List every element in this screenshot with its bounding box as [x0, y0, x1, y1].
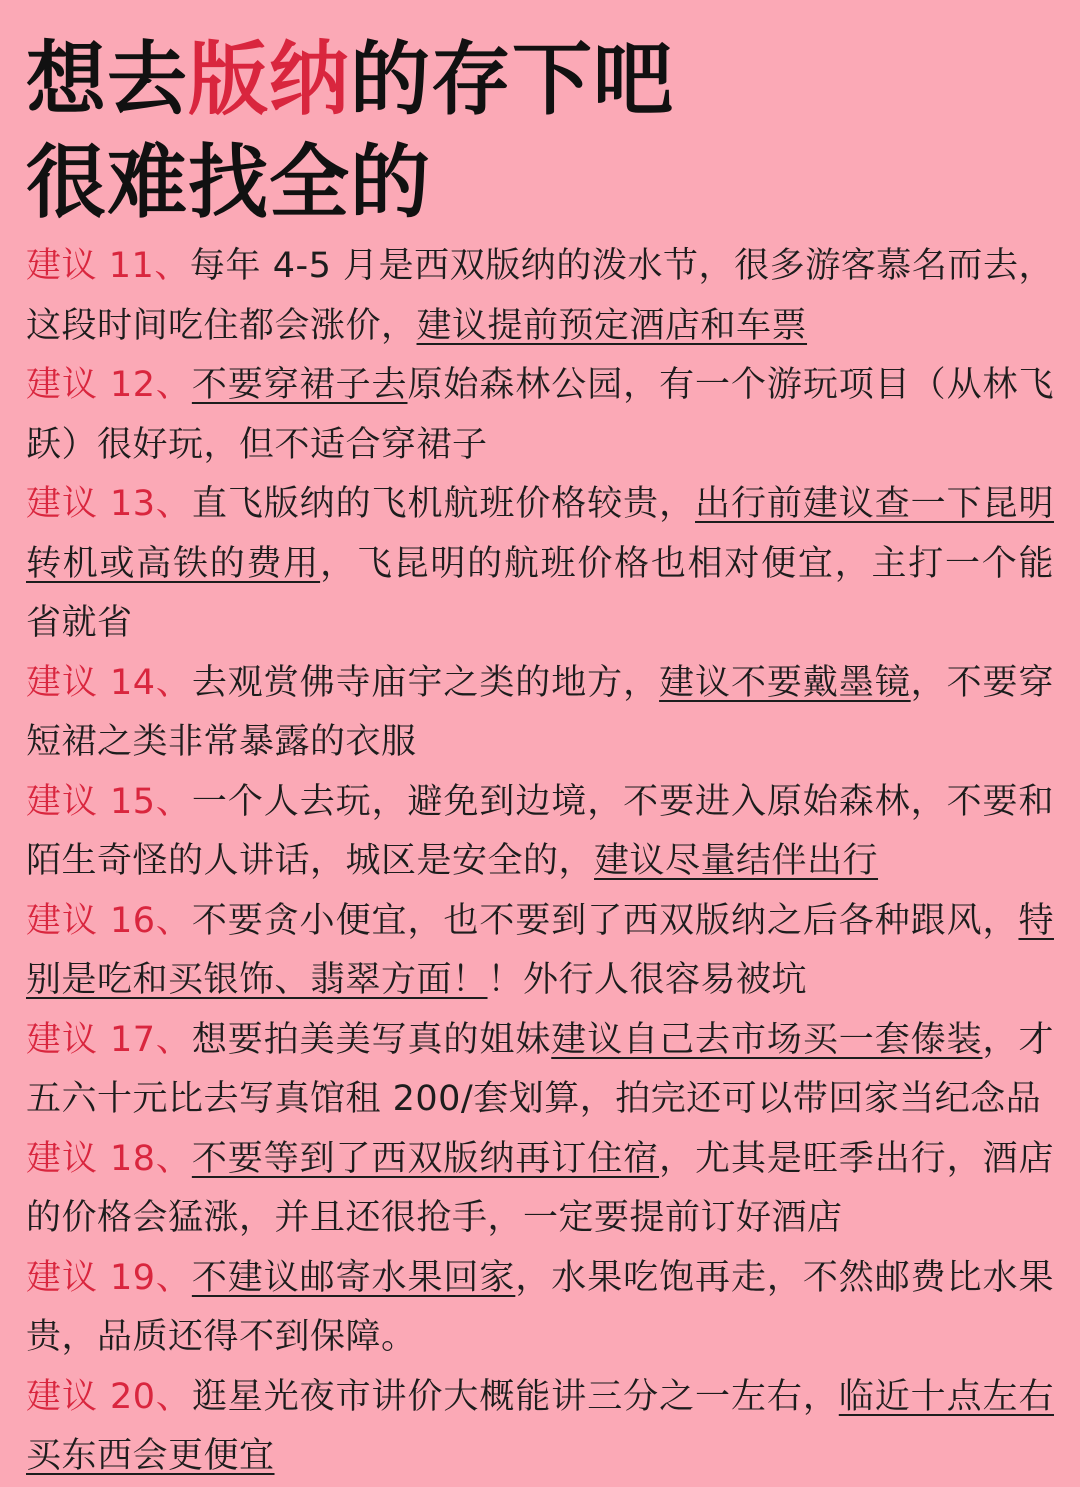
tips-list [26, 237, 1054, 1487]
tip-text: 直飞版纳的飞机航班价格较贵， [191, 484, 696, 524]
tip-item [26, 237, 1054, 356]
tip-text: 去观赏佛寺庙宇之类的地方， [191, 662, 660, 703]
tip-item [26, 1011, 1054, 1130]
tip-label: 建议 19、 [26, 1257, 192, 1298]
tip-highlight-text: 建议不要戴墨镜 [659, 662, 911, 703]
tip-highlight-text: 建议尽量结伴出行 [594, 841, 879, 881]
tip-text: ，水果吃饱再走，不然邮费比水果贵，品质还得不到保障。 [26, 1257, 1054, 1357]
tip-item [26, 773, 1054, 892]
tip-text: 原始森林公园，有一个游玩项目（从林飞跃）很好玩，但不适合穿裙子 [26, 365, 1054, 465]
tip-text: 想要拍美美写真的姐妹 [191, 1019, 552, 1060]
title-part: 想去 [26, 33, 188, 126]
tip-label: 建议 12、 [26, 365, 192, 405]
tip-text: 逛星光夜市讲价大概能讲三分之一左右， [191, 1376, 839, 1417]
tip-highlight-text: 临近十点左右买东西会更便宜 [26, 1376, 1054, 1476]
tip-highlight-text: 建议提前预定酒店和车票 [416, 305, 808, 346]
title-line-1 [26, 33, 674, 126]
title-part: 的存下吧 [350, 33, 674, 126]
tip-label: 建议 18、 [26, 1138, 192, 1179]
tip-label: 建议 17、 [26, 1019, 192, 1060]
tip-text: ，尤其是旺季出行，酒店的价格会猛涨，并且还很抢手，一定要提前订好酒店 [26, 1138, 1054, 1238]
tip-item [26, 475, 1054, 654]
tip-label: 建议 13、 [26, 484, 192, 524]
tip-item [26, 1368, 1054, 1487]
tip-label: 建议 16、 [26, 900, 192, 941]
tip-label: 建议 11、 [26, 246, 190, 286]
tip-text: 不要贪小便宜，也不要到了西双版纳之后各种跟风， [191, 900, 1019, 941]
tip-label: 建议 20、 [26, 1376, 192, 1417]
tip-text: ！外行人很容易被坑 [487, 960, 808, 1000]
title-highlight: 版纳 [188, 33, 350, 126]
tip-highlight-text: 不建议邮寄水果回家 [191, 1257, 516, 1298]
tip-text: ，不要穿短裙之类非常暴露的衣服 [26, 662, 1054, 762]
tip-text: ，才五六十元比去写真馆租 200/套划算，拍完还可以带回家当纪念品 [26, 1019, 1054, 1119]
tip-highlight-text: 特别是吃和买银饰、翡翠方面！ [26, 900, 1054, 1000]
tip-highlight-text: 建议自己去市场买一套傣装 [551, 1019, 983, 1060]
tip-item [26, 654, 1054, 773]
tip-text: 一个人去玩，避免到边境，不要进入原始森林，不要和陌生奇怪的人讲话，城区是安全的， [26, 781, 1054, 881]
title-line-2: 很难找全的 [26, 136, 431, 229]
tip-item [26, 1249, 1054, 1368]
tip-text: ，飞昆明的航班价格也相对便宜，主打一个能省就省 [26, 543, 1054, 643]
tip-item [26, 1130, 1054, 1249]
page-title [26, 28, 1054, 234]
tip-highlight-text: 不要等到了西双版纳再订住宿 [191, 1138, 660, 1179]
tip-highlight-text: 出行前建议查一下昆明转机或高铁的费用 [26, 484, 1054, 584]
tip-item [26, 356, 1054, 475]
tip-item [26, 892, 1054, 1011]
tip-label: 建议 15、 [26, 781, 192, 822]
tip-text: 每年 4-5 月是西双版纳的泼水节，很多游客慕名而去，这段时间吃住都会涨价， [26, 246, 1054, 346]
tip-label: 建议 14、 [26, 662, 192, 703]
tip-highlight-text: 不要穿裙子去 [191, 365, 408, 405]
